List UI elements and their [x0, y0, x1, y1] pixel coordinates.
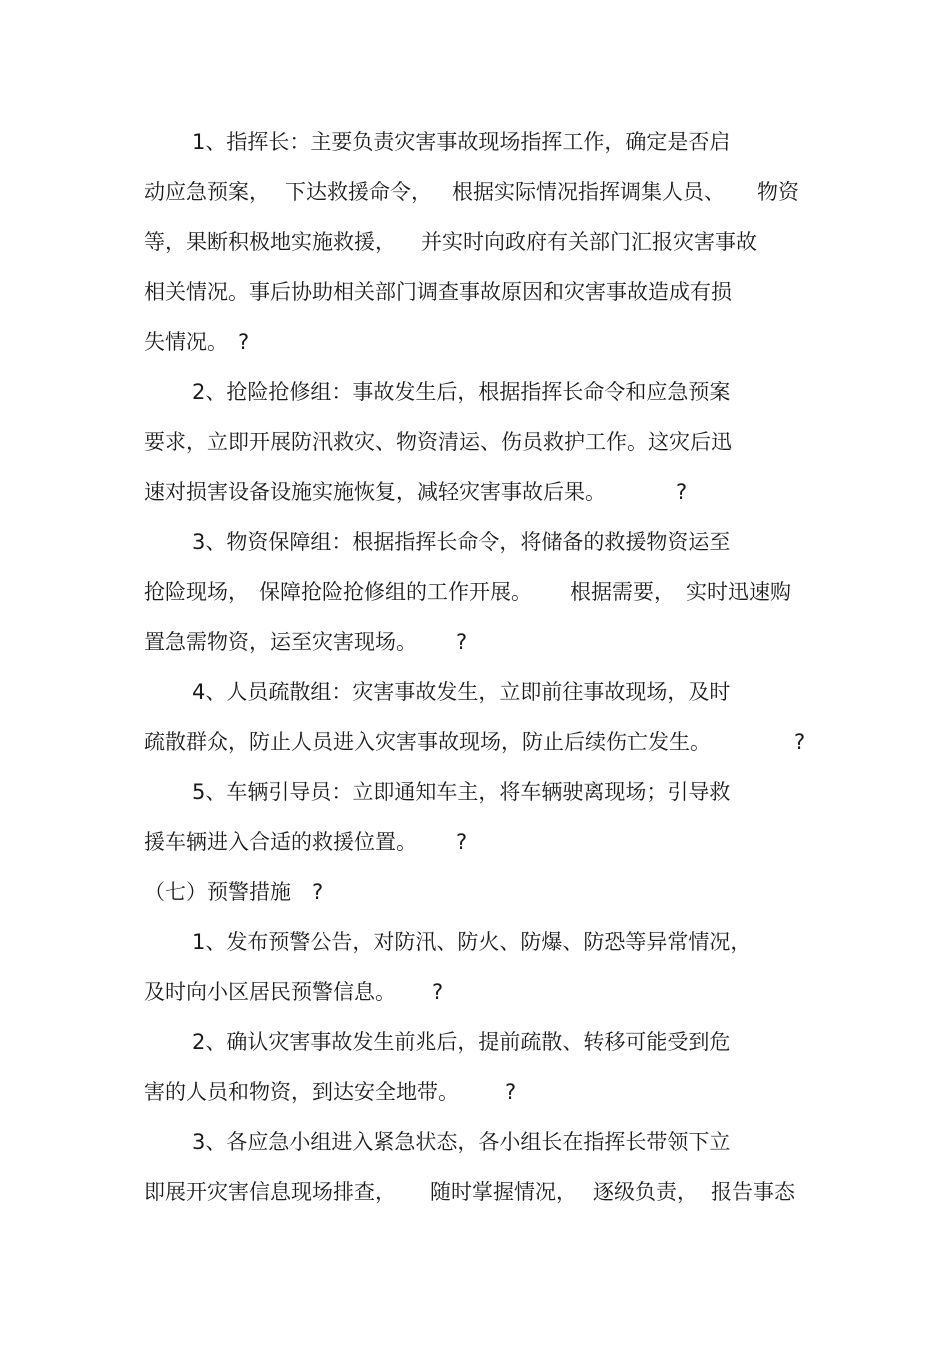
text-segment: 及时向小区居民预警信息。	[144, 980, 396, 1004]
text-segment: 速对损害设备设施实施恢复，减轻灾害事故后果。	[144, 480, 606, 504]
text-segment: 根据需要，	[570, 580, 675, 604]
text-segment: 下达救援命令，	[285, 180, 432, 204]
placeholder-mark: ?	[676, 480, 688, 504]
paragraph-line	[0, 527, 950, 577]
placeholder-mark: ?	[238, 330, 250, 354]
text-segment: 1、指挥长：主要负责灾害事故现场指挥工作，确定是否启	[192, 130, 731, 154]
placeholder-mark: ?	[312, 880, 324, 904]
text-segment: 逐级负责，	[593, 1180, 698, 1204]
text-segment: 保障抢险抢修组的工作开展。	[259, 580, 532, 604]
text-segment: 3、各应急小组进入紧急状态，各小组长在指挥长带领下立	[192, 1130, 731, 1154]
text-segment: 即展开灾害信息现场排查，	[144, 1180, 396, 1204]
placeholder-mark: ?	[456, 630, 468, 654]
paragraph-line	[0, 627, 950, 677]
text-segment: 等，果断积极地实施救援，	[144, 230, 396, 254]
text-segment: 相关情况。事后协助相关部门调查事故原因和灾害事故造成有损	[144, 280, 732, 304]
text-segment: 援车辆进入合适的救援位置。	[144, 830, 417, 854]
paragraph-line	[0, 727, 950, 777]
paragraph-line	[0, 177, 950, 227]
section-heading-line	[0, 877, 950, 927]
paragraph-line	[0, 1127, 950, 1177]
paragraph-line	[0, 227, 950, 277]
text-segment: 报告事态	[711, 1180, 795, 1204]
placeholder-mark: ?	[432, 980, 444, 1004]
text-segment: 2、确认灾害事故发生前兆后，提前疏散、转移可能受到危	[192, 1030, 731, 1054]
text-segment: 要求，立即开展防汛救灾、物资清运、伤员救护工作。这灾后迅	[144, 430, 732, 454]
paragraph-line	[0, 477, 950, 527]
paragraph-line	[0, 977, 950, 1027]
paragraph-line	[0, 427, 950, 477]
text-segment: 3、物资保障组：根据指挥长命令，将储备的救援物资运至	[192, 530, 731, 554]
paragraph-line	[0, 277, 950, 327]
paragraph-line	[0, 1077, 950, 1127]
paragraph-line	[0, 927, 950, 977]
paragraph-line	[0, 827, 950, 877]
text-segment: 1、发布预警公告，对防汛、防火、防爆、防恐等异常情况，	[192, 930, 752, 954]
paragraph-line	[0, 577, 950, 627]
text-segment: 害的人员和物资，到达安全地带。	[144, 1080, 459, 1104]
section-heading: （七）预警措施	[144, 880, 291, 904]
text-segment: 5、车辆引导员：立即通知车主，将车辆驶离现场；引导救	[192, 780, 731, 804]
paragraph-line	[0, 677, 950, 727]
text-segment: 动应急预案，	[144, 180, 270, 204]
placeholder-mark: ?	[505, 1080, 517, 1104]
text-segment: 置急需物资，运至灾害现场。	[144, 630, 417, 654]
text-segment: 根据实际情况指挥调集人员、	[452, 180, 725, 204]
text-segment: 物资	[757, 180, 799, 204]
placeholder-mark: ?	[456, 830, 468, 854]
text-segment: 随时掌握情况，	[430, 1180, 577, 1204]
paragraph-line	[0, 377, 950, 427]
text-segment: 实时迅速购	[686, 580, 791, 604]
text-segment: 失情况。	[144, 330, 228, 354]
paragraph-line	[0, 127, 950, 177]
placeholder-mark: ?	[794, 730, 806, 754]
text-segment: 疏散群众，防止人员进入灾害事故现场，防止后续伤亡发生。	[144, 730, 711, 754]
paragraph-line	[0, 1177, 950, 1227]
text-segment: 抢险现场，	[144, 580, 249, 604]
text-segment: 4、人员疏散组：灾害事故发生，立即前往事故现场，及时	[192, 680, 731, 704]
text-segment: 并实时向政府有关部门汇报灾害事故	[421, 230, 757, 254]
paragraph-line	[0, 327, 950, 377]
text-segment: 2、抢险抢修组：事故发生后，根据指挥长命令和应急预案	[192, 380, 731, 404]
paragraph-line	[0, 777, 950, 827]
paragraph-line	[0, 1027, 950, 1077]
